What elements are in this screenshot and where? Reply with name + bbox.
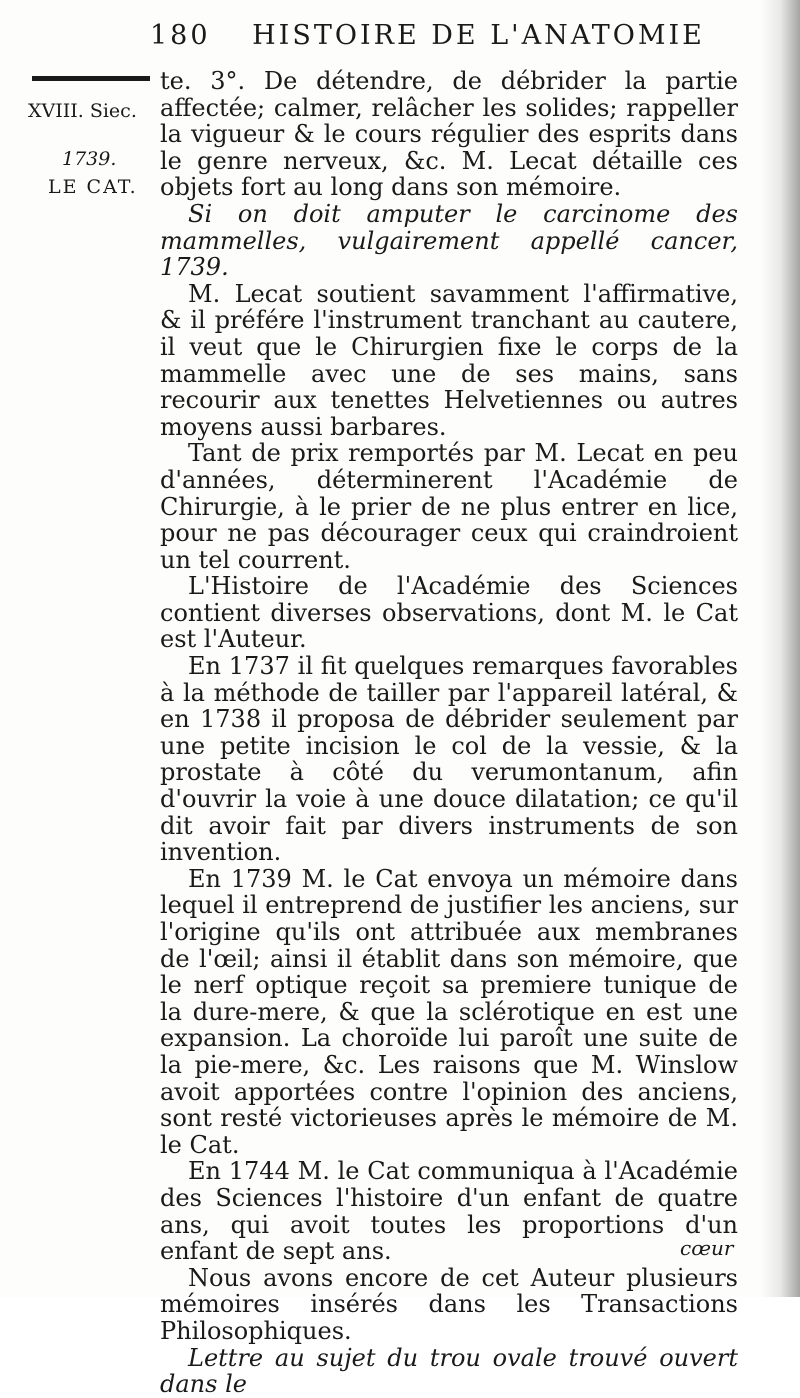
paragraph: M. Lecat soutient savamment l'affirmative, & il préfére l'instrument tranchant au cautere, il veut que le Chirurgien fixe le corps de la mammelle avec une de ses mains, sans recourir aux tenettes Helvetiennes ou autres moyens aussi barbares. (160, 279, 738, 441)
page-edge-shadow (760, 0, 800, 1297)
margin-author: LE CAT. (48, 176, 138, 198)
paragraph: Tant de prix remportés par M. Lecat en peu d'années, déterminerent l'Académie de Chirurgie, à le prier de ne plus entrer en lice, pour ne pas décourager ceux qui craindroient un tel courrent. (160, 439, 738, 574)
margin-century: XVIII. Siec. (28, 100, 137, 122)
running-header (150, 20, 780, 51)
paragraph: En 1737 il fit quelques remarques favorables à la méthode de tailler par l'appareil latéral, & en 1738 il proposa de débrider seulement par une petite incision le col de la vessie, & la prostate à côté du verumontanum, afin d'ouvrir la voie à une douce dilatation; ce qu'il dit avoir fait par divers instruments de son invention. (160, 652, 738, 867)
paragraph: En 1744 M. le Cat communiqua à l'Académie des Sciences l'histoire d'un enfant de quatre ans, qui avoit toutes les proportions d'un enfant de sept ans. (160, 1157, 738, 1266)
body-text (160, 68, 738, 1398)
paragraph: L'Histoire de l'Académie des Sciences contient diverses observations, dont M. le Cat est l'Auteur. (160, 572, 738, 654)
margin-year: 1739. (62, 148, 117, 170)
running-title: HISTOIRE DE L'ANATOMIE (252, 20, 705, 51)
paragraph-title: Lettre au sujet du trou ovale trouvé ouvert dans le (160, 1343, 738, 1398)
paragraph: Nous avons encore de cet Auteur plusieurs mémoires insérés dans les Transactions Philosophiques. (160, 1263, 738, 1345)
paragraph: En 1739 M. le Cat envoya un mémoire dans lequel il entreprend de justifier les anciens, sur l'origine qu'ils ont attribuée aux membranes de l'œil; ainsi il établit dans son mémoire, que le nerf optique reçoit sa premiere tunique de la dure-mere, & que la sclérotique en est une expansion. La choroïde lui paroît une suite de la pie-mere, &c. Les raisons que M. Winslow avoit apportées contre l'opinion des anciens, sont resté victorieuses après le mémoire de M. le Cat. (160, 864, 738, 1159)
margin-rule (32, 76, 150, 81)
paragraph: te. 3°. De détendre, de débrider la partie affectée; calmer, relâcher les solides; rappeller la vigueur & le cours régulier des esprits dans le genre nerveux, &c. M. Lecat détaille ces objets fort au long dans son mémoire. (160, 67, 738, 202)
paragraph-title: Si on doit amputer le carcinome des mammelles, vulgairement appellé cancer, 1739. (160, 199, 738, 282)
catchword: cœur (680, 1236, 734, 1260)
page-number: 180 (150, 20, 211, 51)
